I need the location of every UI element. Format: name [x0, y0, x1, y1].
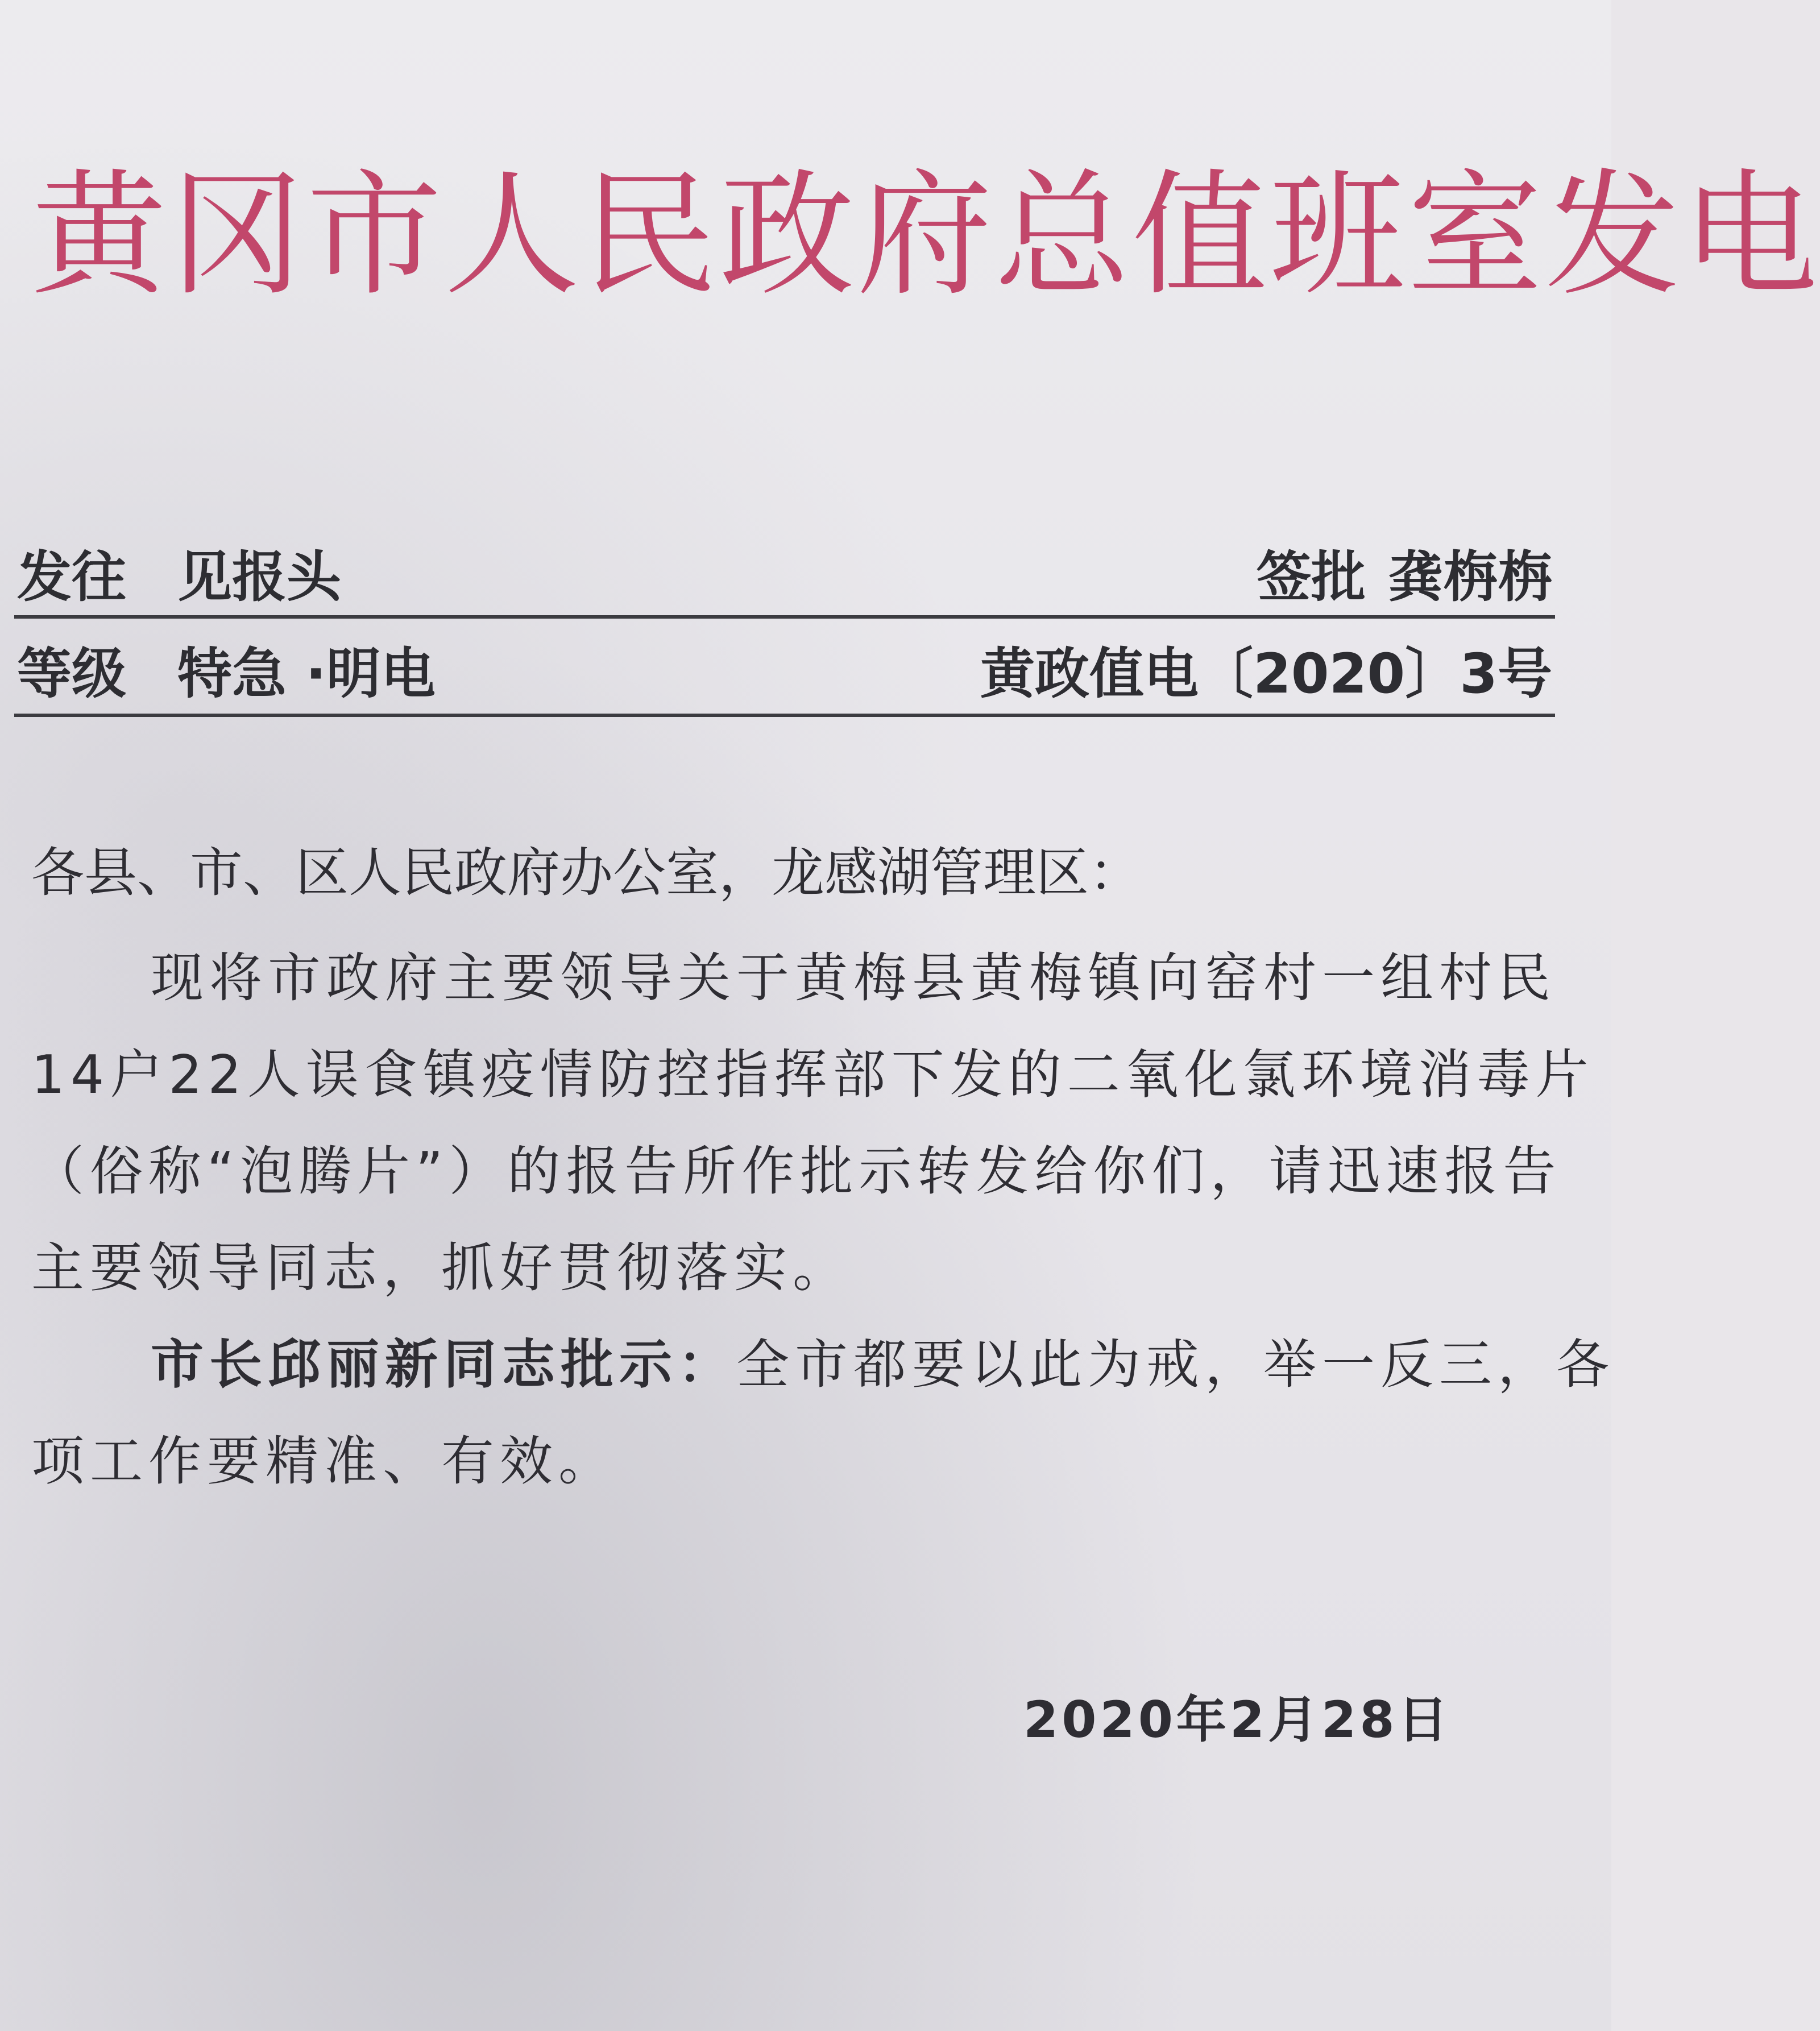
- doc-number: 黄政值电〔2020〕3号: [980, 642, 1552, 706]
- document-date: 2020年2月28日: [1023, 1690, 1452, 1749]
- body-paragraph-1: [31, 930, 1594, 1316]
- send-to-label: 发往: [17, 545, 126, 609]
- instruction-text: 全市都要以此为戒，举一反三，各: [736, 1334, 1615, 1395]
- header-divider-2: [14, 714, 1555, 717]
- header-divider-1: [14, 615, 1555, 619]
- paragraph-line: （俗称“泡腾片”）的报告所作批示转发给你们，请迅速报告: [31, 1141, 1562, 1202]
- level-value: 特急 ·明电: [177, 642, 436, 706]
- approver-label: 签批: [1257, 545, 1366, 609]
- level: [17, 637, 436, 711]
- paragraph-line: [31, 1316, 1615, 1413]
- paragraph-line: 现将市政府主要领导关于黄梅县黄梅镇向窑村一组村民: [151, 947, 1556, 1009]
- level-label: 等级: [17, 642, 126, 706]
- document-title: 黄冈市人民政府总值班室发电: [31, 157, 1820, 314]
- addressee-line: 各县、市、区人民政府办公室，龙感湖管理区：: [31, 842, 1142, 903]
- paragraph-line: 项工作要精准、有效。: [31, 1431, 617, 1492]
- header-row-send: [17, 540, 1552, 614]
- paragraph-line: 主要领导同志，抓好贯彻落实。: [31, 1237, 851, 1299]
- header-row-level: [17, 637, 1552, 711]
- body-paragraph-2: [31, 1316, 1615, 1510]
- send-to: [17, 540, 341, 614]
- paragraph-line: 14户22人误食镇疫情防控指挥部下发的二氧化氯环境消毒片: [31, 1044, 1594, 1105]
- approver: [1257, 540, 1552, 614]
- approver-signature: 龚栴栴: [1388, 545, 1552, 609]
- send-to-value: 见报头: [177, 545, 341, 609]
- instruction-label: 市长邱丽新同志批示：: [151, 1334, 736, 1395]
